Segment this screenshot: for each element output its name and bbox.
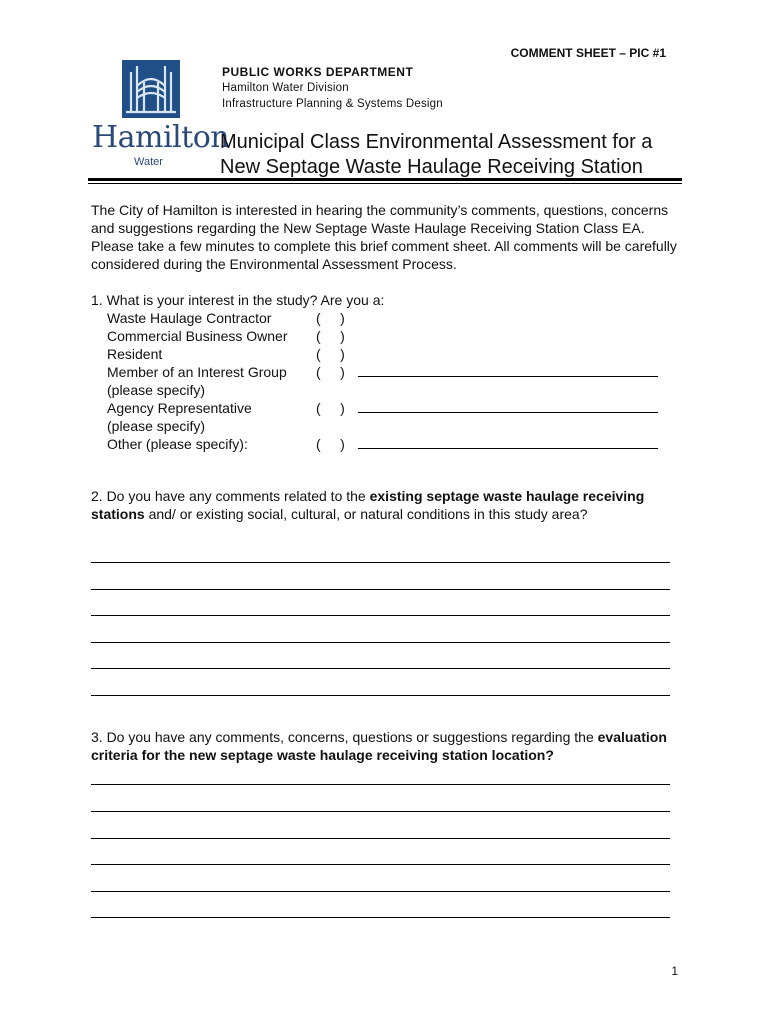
- agency-specify-line[interactable]: [358, 412, 658, 413]
- title-line-2: New Septage Waste Haulage Receiving Station: [220, 156, 643, 178]
- checkbox-resident[interactable]: ( ): [316, 346, 345, 362]
- checkbox-other[interactable]: ( ): [316, 436, 345, 452]
- q3-answer-line[interactable]: [91, 891, 670, 892]
- logo-subtitle: Water: [134, 156, 163, 168]
- q2-answer-line[interactable]: [91, 562, 670, 563]
- logo-wordmark: Hamilton: [92, 120, 230, 155]
- q3-answer-line[interactable]: [91, 864, 670, 865]
- checkbox-interest-group[interactable]: ( ): [316, 364, 345, 380]
- option-commercial-business-owner: Commercial Business Owner: [107, 328, 288, 344]
- q2-answer-line[interactable]: [91, 589, 670, 590]
- q3-emphasis: evaluation criteria for the new septage waste haulage receiving station location?: [91, 729, 667, 763]
- department-name: PUBLIC WORKS DEPARTMENT: [222, 65, 414, 79]
- department-block: [222, 64, 443, 112]
- page-title: [220, 130, 652, 180]
- section-name: Infrastructure Planning & Systems Design: [222, 98, 443, 110]
- option-waste-haulage-contractor: Waste Haulage Contractor: [107, 310, 272, 326]
- q2-answer-line[interactable]: [91, 615, 670, 616]
- hamilton-water-logo: [88, 58, 230, 176]
- other-specify-line[interactable]: [358, 448, 658, 449]
- question-3-prompt: [91, 728, 681, 764]
- checkbox-commercial-business-owner[interactable]: ( ): [316, 328, 345, 344]
- q2-emphasis: existing septage waste haulage receiving stations: [91, 488, 645, 522]
- interest-group-specify-line[interactable]: [358, 376, 658, 377]
- title-rule-thin: [88, 183, 682, 184]
- option-agency-representative: Agency Representative: [107, 400, 252, 416]
- option-interest-group: Member of an Interest Group: [107, 364, 287, 380]
- title-line-1: Municipal Class Environmental Assessment for a: [220, 131, 653, 153]
- option-resident: Resident: [107, 346, 163, 362]
- page-number: 1: [671, 964, 678, 978]
- option-interest-group-specify: (please specify): [107, 382, 206, 398]
- q3-answer-line[interactable]: [91, 838, 670, 839]
- intro-paragraph: The City of Hamilton is interested in hearing the community’s comments, questions, concerns and suggestions regarding the New Septage Waste Haulage Receiving Station Class EA. Please take a few minutes to complete this brief comment sheet. All comments will be carefully considered during the Environmental Assessment Process.: [91, 202, 677, 272]
- sheet-label: COMMENT SHEET – PIC #1: [510, 46, 666, 60]
- option-agency-specify: (please specify): [107, 418, 206, 434]
- option-other: Other (please specify):: [107, 436, 248, 452]
- logo-emblem-icon: [122, 60, 180, 118]
- checkbox-waste-haulage-contractor[interactable]: ( ): [316, 310, 345, 326]
- checkbox-agency-representative[interactable]: ( ): [316, 400, 345, 416]
- q3-answer-line[interactable]: [91, 917, 670, 918]
- q2-answer-line[interactable]: [91, 642, 670, 643]
- q3-text: 3. Do you have any comments, concerns, questions or suggestions regarding the: [91, 729, 598, 745]
- question-1-prompt: 1. What is your interest in the study? Are you a:: [91, 292, 385, 308]
- q2-text-end: and/ or existing social, cultural, or natural conditions in this study area?: [144, 506, 588, 522]
- title-rule: [88, 178, 682, 181]
- question-2-prompt: [91, 487, 681, 523]
- q2-answer-line[interactable]: [91, 695, 670, 696]
- q2-answer-line[interactable]: [91, 668, 670, 669]
- q3-answer-line[interactable]: [91, 811, 670, 812]
- q3-answer-line[interactable]: [91, 784, 670, 785]
- division-name: Hamilton Water Division: [222, 82, 349, 94]
- q2-text: 2. Do you have any comments related to the: [91, 488, 370, 504]
